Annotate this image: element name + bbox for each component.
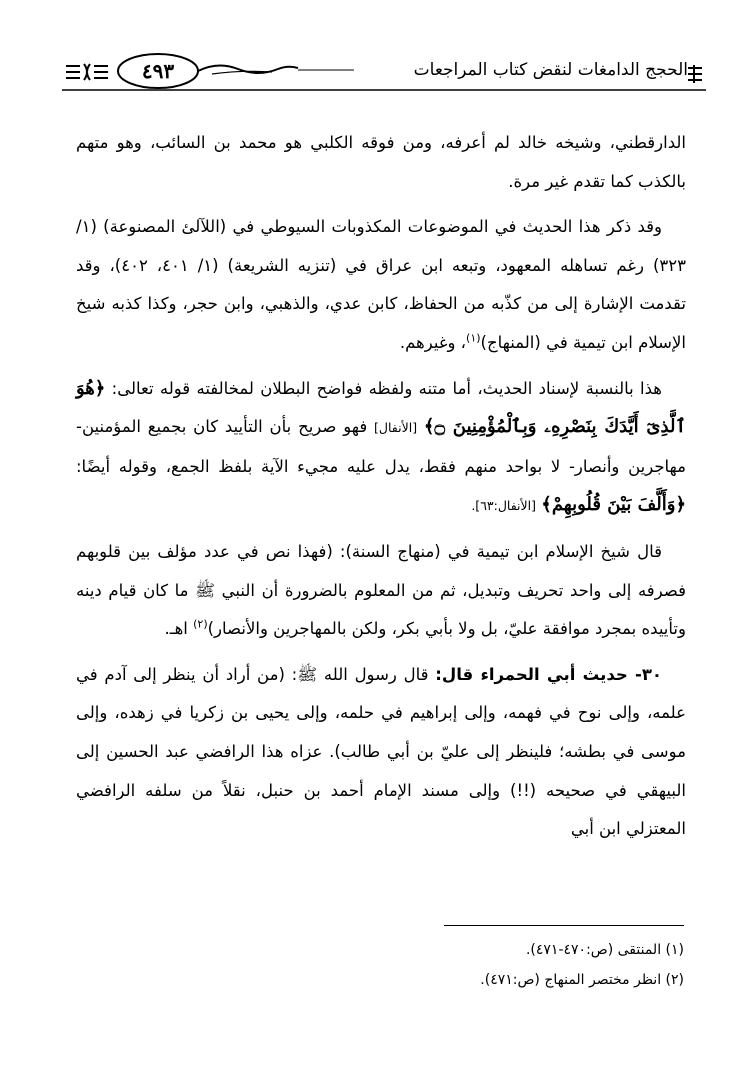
quran-verse: ﴿وَأَلَّفَ بَيْنَ قُلُوبِهِمْ﴾ <box>541 494 686 516</box>
paragraph <box>76 124 686 201</box>
footnote-divider <box>444 925 684 926</box>
paragraph-text: الدارقطني، وشيخه خالد لم أعرفه، ومن فوقه الكلبي هو محمد بن السائب، وهو متهم بالكذب كما تقدم غير مرة. <box>76 133 686 191</box>
running-title: الحجج الدامغات لنقض كتاب المراجعات <box>413 60 688 80</box>
footnote-marker: (١) <box>466 331 481 345</box>
paragraph-text: اهـ. <box>164 619 194 639</box>
paragraph <box>76 656 686 849</box>
paragraph-text: قال شيخ الإسلام ابن تيمية في (منهاج السنة): (فهذا نص في عدد مؤلف بين قلوبهم فصرفه إلى واحد تحريف وتبديل، ثم من المعلوم بالضرورة أن النبي ﷺ ما كان قيام دينه وتأييده بمجرد موافقة عليّ، بل ولا بأبي بكر، ولكن بالمهاجرين والأنصار) <box>76 541 686 639</box>
paragraph-text: ، وغيرهم. <box>399 332 467 352</box>
paragraph-text: هذا بالنسبة لإسناد الحديث، أما متنه ولفظه فواضح البطلان لمخالفته قوله تعالى: <box>105 378 662 398</box>
body-text <box>76 124 686 856</box>
sura-reference: [الأنفال] <box>374 420 418 436</box>
paragraph <box>76 208 686 362</box>
paragraph <box>76 533 686 649</box>
paragraph-text: فهو صريح بأن التأييد كان بجميع المؤمنين- مهاجرين وأنصار- لا بواحد منهم فقط، يدل عليه مجيء الآية بلفظ الجمع، وقوله أيضًا: <box>76 417 686 476</box>
paragraph-text: قال رسول الله ﷺ: (من أراد أن ينظر إلى آدم في علمه، وإلى نوح في فهمه، وإلى إبراهيم في حلمه، وإلى يحيى بن زكريا في زهده، وإلى موسى في بطشه؛ فلينظر إلى عليّ بن أبي طالب). عزاه هذا الرافضي عبد الحسين إلى البيهقي في صحيحه (!!) وإلى مسند الإمام أحمد بن حنبل، نقلاً من سلفه الرافضي المعتزلي ابن أبي <box>76 664 686 839</box>
quran-verse: ﴿هُوَ ٱلَّذِىٓ أَيَّدَكَ بِنَصْرِهِۦ وَبِٱلْمُؤْمِنِينَ ۝﴾ <box>76 377 686 438</box>
page-header <box>62 44 706 96</box>
footnote: (١) المنتقى (ص:٤٧٠-٤٧١). <box>525 942 684 958</box>
hadith-heading: ٣٠- حديث أبي الحمراء قال: <box>435 664 662 684</box>
paragraph-text: وقد ذكر هذا الحديث في الموضوعات المكذوبات السيوطي في (اللآلئ المصنوعة) (١/ ٣٢٣) رغم تساهله المعهود، وتبعه ابن عراق في (تنزيه الشريعة) (١/ ٤٠١، ٤٠٢)، وقد تقدمت الإشارة إلى من كذّبه من الحفاظ، كابن عدي، والذهبي، وابن حجر، وكذا كذبه شيخ الإسلام ابن تيمية في (المنهاج) <box>76 217 686 352</box>
paragraph <box>76 370 686 526</box>
footnote: (٢) انظر مختصر المنهاج (ص:٤٧١). <box>480 972 684 988</box>
footnotes <box>300 935 684 995</box>
footnote-marker: (٢) <box>193 617 208 631</box>
page-number: ٤٩٣ <box>141 59 175 83</box>
sura-reference: [الأنفال:٦٣]. <box>471 498 537 514</box>
